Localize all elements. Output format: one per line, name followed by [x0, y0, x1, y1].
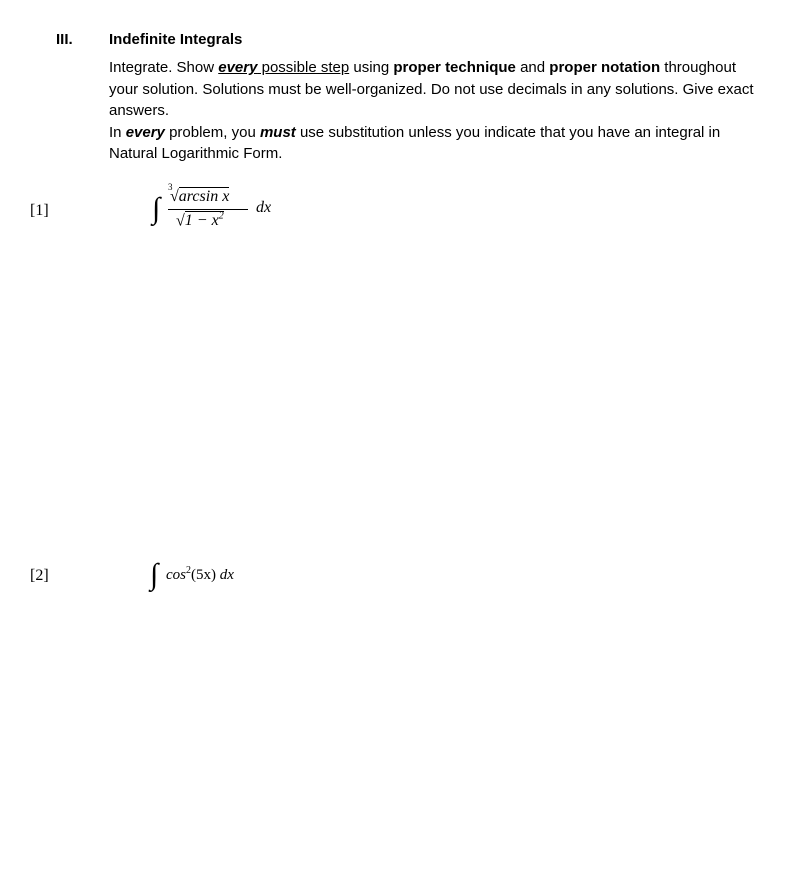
problem-2-label: [2]	[30, 567, 49, 584]
instr-rest-1: throughout your solution. Solutions must be well-organized. Do not use decimals in any solutions. Give exact answers.	[109, 59, 754, 119]
root-index: 3	[168, 182, 173, 192]
integral-sign: ∫	[150, 558, 159, 591]
problem-1-expression	[150, 182, 290, 238]
fraction-bar	[168, 209, 248, 210]
numerator-radicand: arcsin x	[178, 188, 230, 205]
denominator-exponent: 2	[218, 211, 224, 222]
instructions-paragraph-2	[109, 122, 759, 165]
numerator	[170, 188, 229, 206]
instr-and: and	[515, 59, 550, 76]
cos-function: cos	[166, 567, 186, 583]
instr-must: must	[259, 123, 296, 141]
denominator-radical: √	[176, 212, 185, 230]
integrand	[166, 565, 234, 584]
instr-possible-step: possible step	[257, 59, 350, 76]
instr-integrate: Integrate. Show	[109, 59, 219, 76]
instr-rest-2: use substitution unless you indicate that you have an integral in Natural Logarithmic Form.	[109, 123, 721, 162]
section-numeral: III.	[56, 31, 73, 48]
problem-1-label: [1]	[30, 202, 49, 219]
differential: dx	[219, 567, 234, 583]
section-title: Indefinite Integrals	[109, 31, 243, 48]
instr-in: In	[109, 123, 126, 141]
numerator-radical: √	[170, 188, 179, 205]
instr-problem-you: problem, you	[164, 123, 260, 141]
denominator-radicand	[185, 211, 224, 229]
differential: dx	[256, 199, 272, 216]
instr-proper-notation: proper notation	[549, 59, 661, 76]
instructions-paragraph-1	[109, 57, 759, 122]
denominator-base: 1 − x	[184, 212, 219, 230]
instr-every-emphasis: every	[218, 59, 258, 76]
denominator	[176, 211, 224, 230]
cos-exponent: 2	[186, 565, 191, 576]
integral-sign: ∫	[152, 192, 161, 225]
cos-argument: (5x)	[191, 567, 216, 583]
instr-every-2: every	[125, 123, 165, 141]
instr-using: using	[349, 59, 394, 76]
instr-proper-technique: proper technique	[393, 59, 516, 76]
instructions	[109, 57, 759, 165]
problem-2-expression	[150, 558, 290, 598]
